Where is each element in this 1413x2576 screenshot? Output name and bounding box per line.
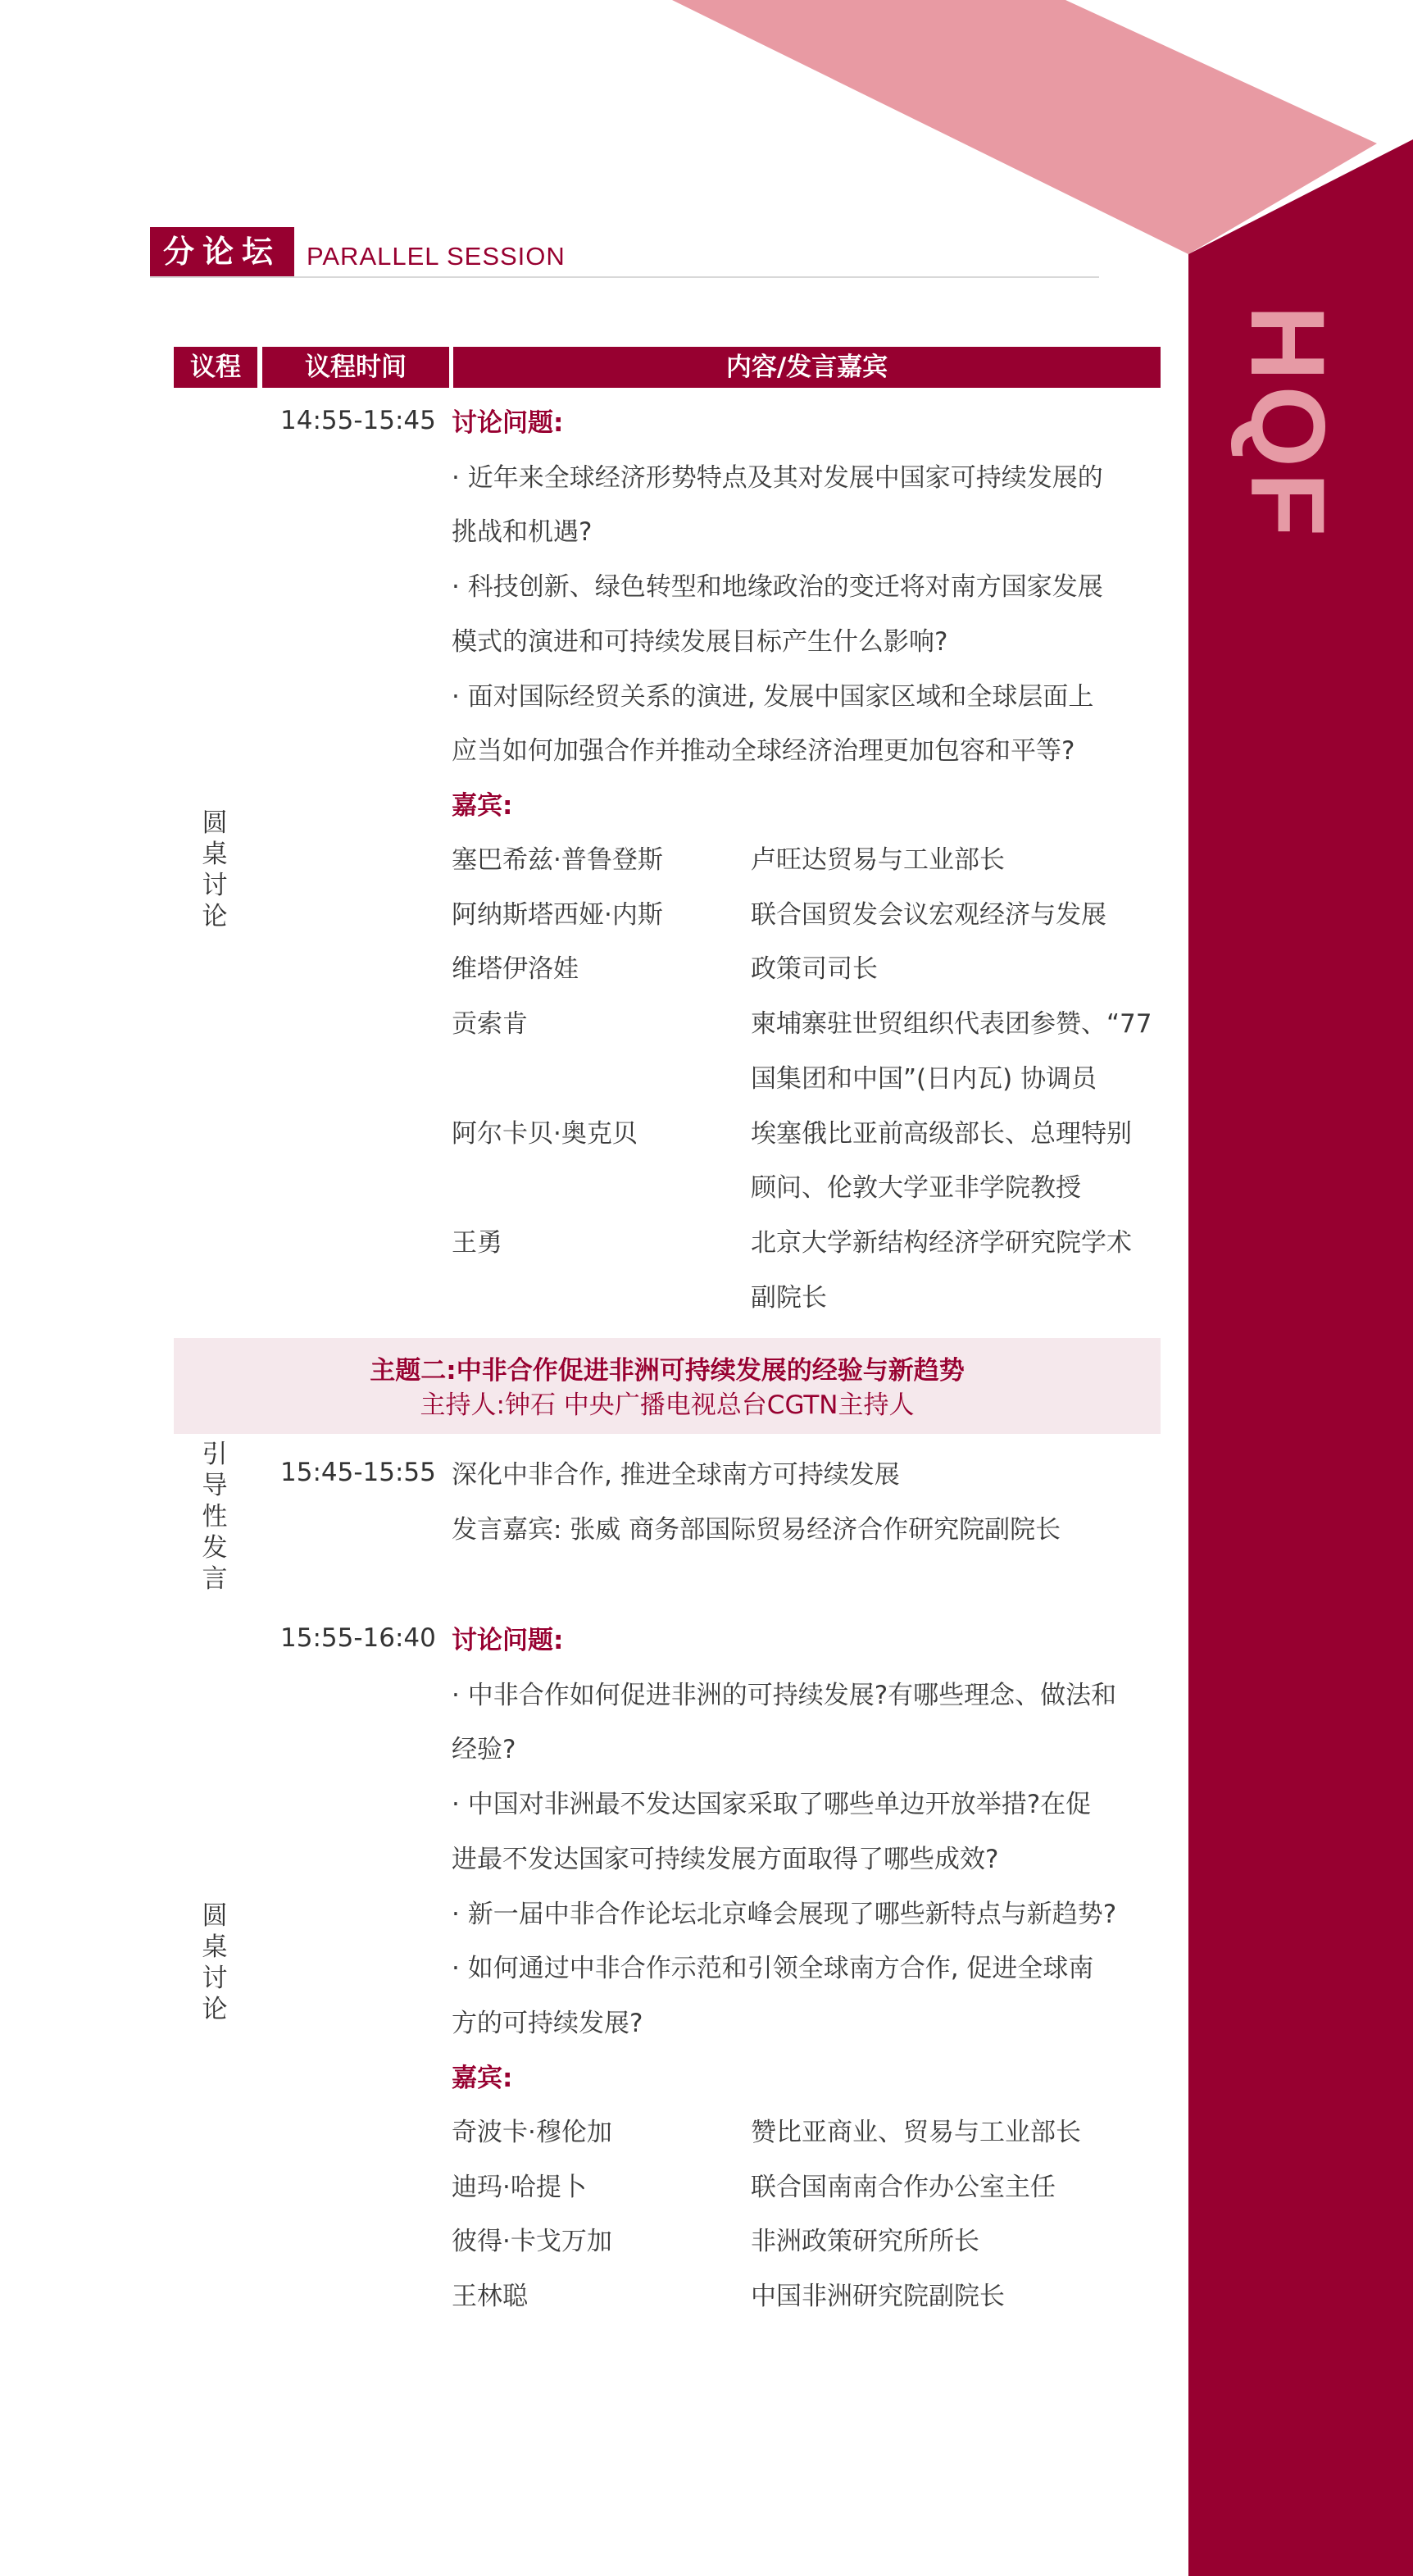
block1-content bbox=[452, 396, 1165, 834]
guest-name: 阿尔卡贝·奥克贝 bbox=[452, 1118, 638, 1149]
block1-label: 圆桌讨论 bbox=[202, 808, 228, 931]
guest-row bbox=[452, 942, 1165, 997]
guest-row bbox=[452, 997, 1165, 1052]
guest-role: 非洲政策研究所所长 bbox=[751, 2227, 979, 2257]
guest-name: 迪玛·哈提卜 bbox=[452, 2172, 587, 2202]
guest-row bbox=[452, 2269, 1165, 2324]
guest-name bbox=[452, 1052, 751, 1107]
guest-row bbox=[452, 1216, 1165, 1271]
guest-name bbox=[452, 1271, 751, 1326]
block2-label: 引导性发言 bbox=[202, 1440, 228, 1594]
guest-name: 维塔伊洛娃 bbox=[452, 954, 579, 985]
session-title-en: PARALLEL SESSION bbox=[307, 242, 566, 271]
block3-line: · 如何通过中非合作示范和引领全球南方合作, 促进全球南 bbox=[452, 1954, 1094, 1984]
guest-role: 国集团和中国”(日内瓦) 协调员 bbox=[751, 1063, 1097, 1094]
guest-role: 赞比亚商业、贸易与工业部长 bbox=[751, 2118, 1081, 2147]
block3-line: · 新一届中非合作论坛北京峰会展现了哪些新特点与新趋势? bbox=[452, 1899, 1117, 1929]
brand-mark-hqf: HQF bbox=[1229, 305, 1346, 542]
block3-heading: 讨论问题: bbox=[452, 1626, 564, 1655]
block1-line: 应当如何加强合作并推动全球经济治理更加包容和平等? bbox=[452, 736, 1075, 767]
block3-label: 圆桌讨论 bbox=[202, 1901, 228, 2024]
guest-row bbox=[452, 1271, 1165, 1326]
topic2-title: 主题二:中非合作促进非洲可持续发展的经验与新趋势 bbox=[370, 1356, 965, 1386]
guest-role: 北京大学新结构经济学研究院学术 bbox=[751, 1227, 1132, 1258]
guest-role: 中国非洲研究院副院长 bbox=[751, 2282, 1005, 2312]
guest-name: 贡索肯 bbox=[452, 1009, 528, 1040]
guest-row bbox=[452, 888, 1165, 943]
guest-row bbox=[452, 1052, 1165, 1107]
guest-name: 彼得·卡戈万加 bbox=[452, 2227, 612, 2257]
header-divider bbox=[150, 276, 1099, 278]
block3-line: · 中非合作如何促进非洲的可持续发展?有哪些理念、做法和 bbox=[452, 1680, 1117, 1710]
block1-guest-list bbox=[452, 833, 1165, 1325]
block2-content bbox=[452, 1448, 1165, 1557]
guest-role: 联合国贸发会议宏观经济与发展 bbox=[751, 899, 1106, 930]
guest-role: 卢旺达贸易与工业部长 bbox=[751, 845, 1005, 875]
block3-guest-list bbox=[452, 2105, 1165, 2324]
block3-line: · 中国对非洲最不发达国家采取了哪些单边开放举措?在促 bbox=[452, 1790, 1092, 1820]
session-title-cn: 分论坛 bbox=[150, 227, 294, 276]
block1-time: 14:55-15:45 bbox=[280, 406, 436, 435]
block3-time: 15:55-16:40 bbox=[280, 1623, 436, 1653]
block1-line: 模式的演进和可持续发展目标产生什么影响? bbox=[452, 626, 948, 657]
guest-row bbox=[452, 2105, 1165, 2160]
block3-line: 经验? bbox=[452, 1735, 516, 1765]
guest-name: 王林聪 bbox=[452, 2282, 528, 2312]
guest-name: 奇波卡·穆伦加 bbox=[452, 2118, 612, 2147]
block1-heading: 讨论问题: bbox=[452, 408, 564, 438]
block3-content bbox=[452, 1613, 1165, 2105]
header-time: 议程时间 bbox=[262, 347, 449, 388]
guest-role: 顾问、伦敦大学亚非学院教授 bbox=[751, 1173, 1081, 1204]
guest-row bbox=[452, 833, 1165, 888]
block1-line: 挑战和机遇? bbox=[452, 517, 593, 548]
guest-role: 政策司司长 bbox=[751, 954, 878, 985]
guest-role: 联合国南南合作办公室主任 bbox=[751, 2172, 1056, 2202]
guest-row bbox=[452, 2214, 1165, 2269]
block3-line: 方的可持续发展? bbox=[452, 2008, 643, 2038]
topic2-host: 主持人:钟石 中央广播电视总台CGTN主持人 bbox=[420, 1390, 915, 1420]
block3-guests-heading: 嘉宾: bbox=[452, 2063, 513, 2093]
guest-name bbox=[452, 1161, 751, 1216]
block1-line: · 面对国际经贸关系的演进, 发展中国家区域和全球层面上 bbox=[452, 681, 1094, 712]
block3-line: 进最不发达国家可持续发展方面取得了哪些成效? bbox=[452, 1844, 999, 1874]
topic2-banner bbox=[174, 1338, 1161, 1434]
guest-row bbox=[452, 1161, 1165, 1216]
guest-name: 塞巴希兹·普鲁登斯 bbox=[452, 845, 663, 875]
block2-line: 发言嘉宾: 张威 商务部国际贸易经济合作研究院副院长 bbox=[452, 1514, 1061, 1545]
header-content: 内容/发言嘉宾 bbox=[453, 347, 1161, 388]
guest-row bbox=[452, 1107, 1165, 1162]
guest-name: 王勇 bbox=[452, 1227, 502, 1258]
block1-line: · 近年来全球经济形势特点及其对发展中国家可持续发展的 bbox=[452, 462, 1103, 493]
guest-row bbox=[452, 2160, 1165, 2215]
block1-line: · 科技创新、绿色转型和地缘政治的变迁将对南方国家发展 bbox=[452, 572, 1103, 603]
block1-guests-heading: 嘉宾: bbox=[452, 790, 513, 821]
guest-role: 埃塞俄比亚前高级部长、总理特别 bbox=[751, 1118, 1132, 1149]
guest-role: 柬埔寨驻世贸组织代表团参赞、“77 bbox=[751, 1009, 1152, 1040]
block2-line: 深化中非合作, 推进全球南方可持续发展 bbox=[452, 1460, 900, 1490]
guest-name: 阿纳斯塔西娅·内斯 bbox=[452, 899, 663, 930]
guest-role: 副院长 bbox=[751, 1282, 827, 1313]
block2-time: 15:45-15:55 bbox=[280, 1458, 436, 1487]
header-agenda: 议程 bbox=[174, 347, 257, 388]
